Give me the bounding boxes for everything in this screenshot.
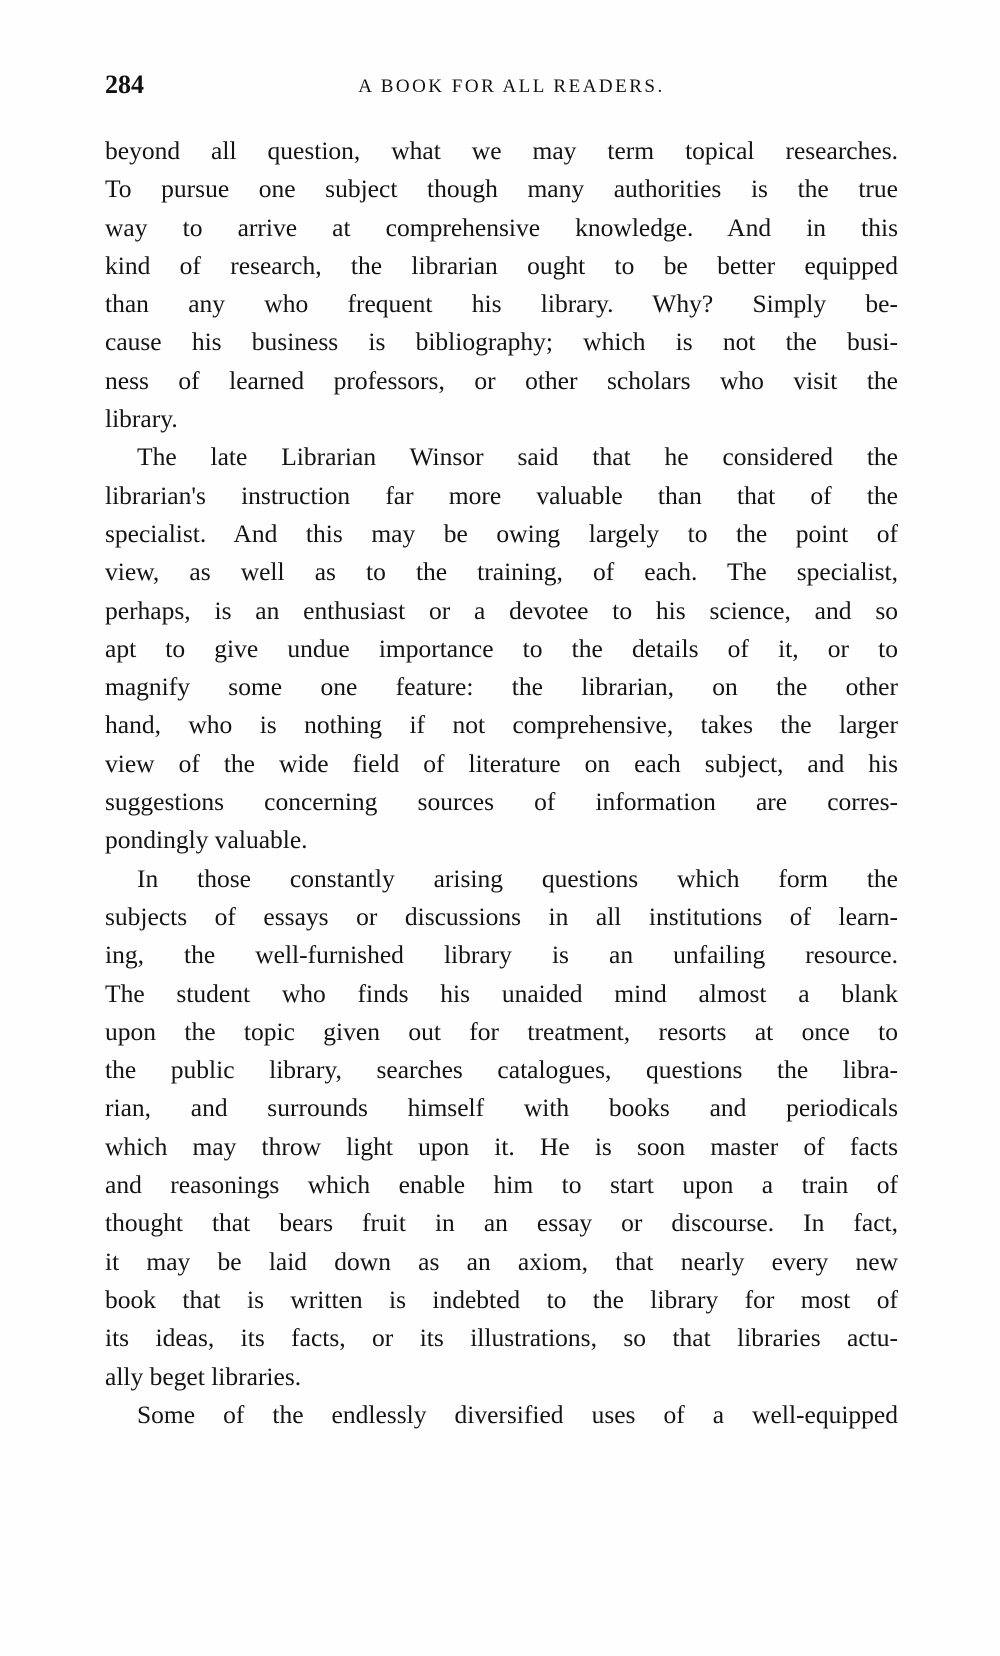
text-line: librarian's instruction far more valuable than that of the <box>105 480 898 510</box>
text-line: magnify some one feature: the librarian, on the other <box>105 672 898 702</box>
text-line: suggestions concerning sources of information are corres- <box>105 787 898 817</box>
paragraph <box>105 438 898 859</box>
text-line: ing, the well-furnished library is an unfailing resource. <box>105 940 898 970</box>
text-line: In those constantly arising questions which form the <box>137 863 898 893</box>
text-line: hand, who is nothing if not comprehensive, takes the larger <box>105 710 898 740</box>
text-line: rian, and surrounds himself with books and periodicals <box>105 1093 898 1123</box>
text-line: its ideas, its facts, or its illustrations, so that libraries actu- <box>105 1323 898 1353</box>
text-line: beyond all question, what we may term topical researches. <box>105 136 898 165</box>
page-number: 284 <box>105 70 144 99</box>
text-line: kind of research, the librarian ought to be better equipped <box>105 250 898 280</box>
running-title: A BOOK FOR ALL READERS. <box>358 76 665 97</box>
text-line: To pursue one subject though many authorities is the true <box>105 174 898 204</box>
text-line: the public library, searches catalogues, questions the libra- <box>105 1055 898 1085</box>
text-line: book that is written is indebted to the library for most of <box>105 1284 898 1314</box>
text-line: which may throw light upon it. He is soon master of facts <box>105 1131 898 1161</box>
text-line: ally beget libraries. <box>105 1361 302 1391</box>
text-line: The student who finds his unaided mind almost a blank <box>105 978 898 1008</box>
text-line: subjects of essays or discussions in all institutions of learn- <box>105 901 898 931</box>
text-line: The late Librarian Winsor said that he considered the <box>137 442 898 472</box>
text-line: upon the topic given out for treatment, resorts at once to <box>105 1016 898 1046</box>
text-line: than any who frequent his library. Why? Simply be- <box>105 289 898 319</box>
text-line: it may be laid down as an axiom, that nearly every new <box>105 1246 898 1276</box>
text-line: view, as well as to the training, of each. The specialist, <box>105 557 898 587</box>
text-line: library. <box>105 404 178 434</box>
text-line: ness of learned professors, or other scholars who visit the <box>105 365 898 395</box>
text-line: perhaps, is an enthusiast or a devotee to his science, and so <box>105 595 898 625</box>
text-line: and reasonings which enable him to start upon a train of <box>105 1170 898 1200</box>
text-line: pondingly valuable. <box>105 825 308 855</box>
text-line: view of the wide field of literature on each subject, and his <box>105 748 898 778</box>
paragraph <box>105 1396 898 1434</box>
text-line: Some of the endlessly diversified uses of a well-equipped <box>137 1399 898 1429</box>
text-line: specialist. And this may be owing largely to the point of <box>105 518 898 548</box>
text-line: way to arrive at comprehensive knowledge. And in this <box>105 212 898 242</box>
paragraph <box>105 132 898 438</box>
page-header <box>105 70 898 106</box>
body-text <box>105 132 898 1434</box>
paragraph <box>105 860 898 1396</box>
text-line: apt to give undue importance to the details of it, or to <box>105 633 898 663</box>
text-line: thought that bears fruit in an essay or discourse. In fact, <box>105 1208 898 1238</box>
text-line: cause his business is bibliography; which is not the busi- <box>105 327 898 357</box>
